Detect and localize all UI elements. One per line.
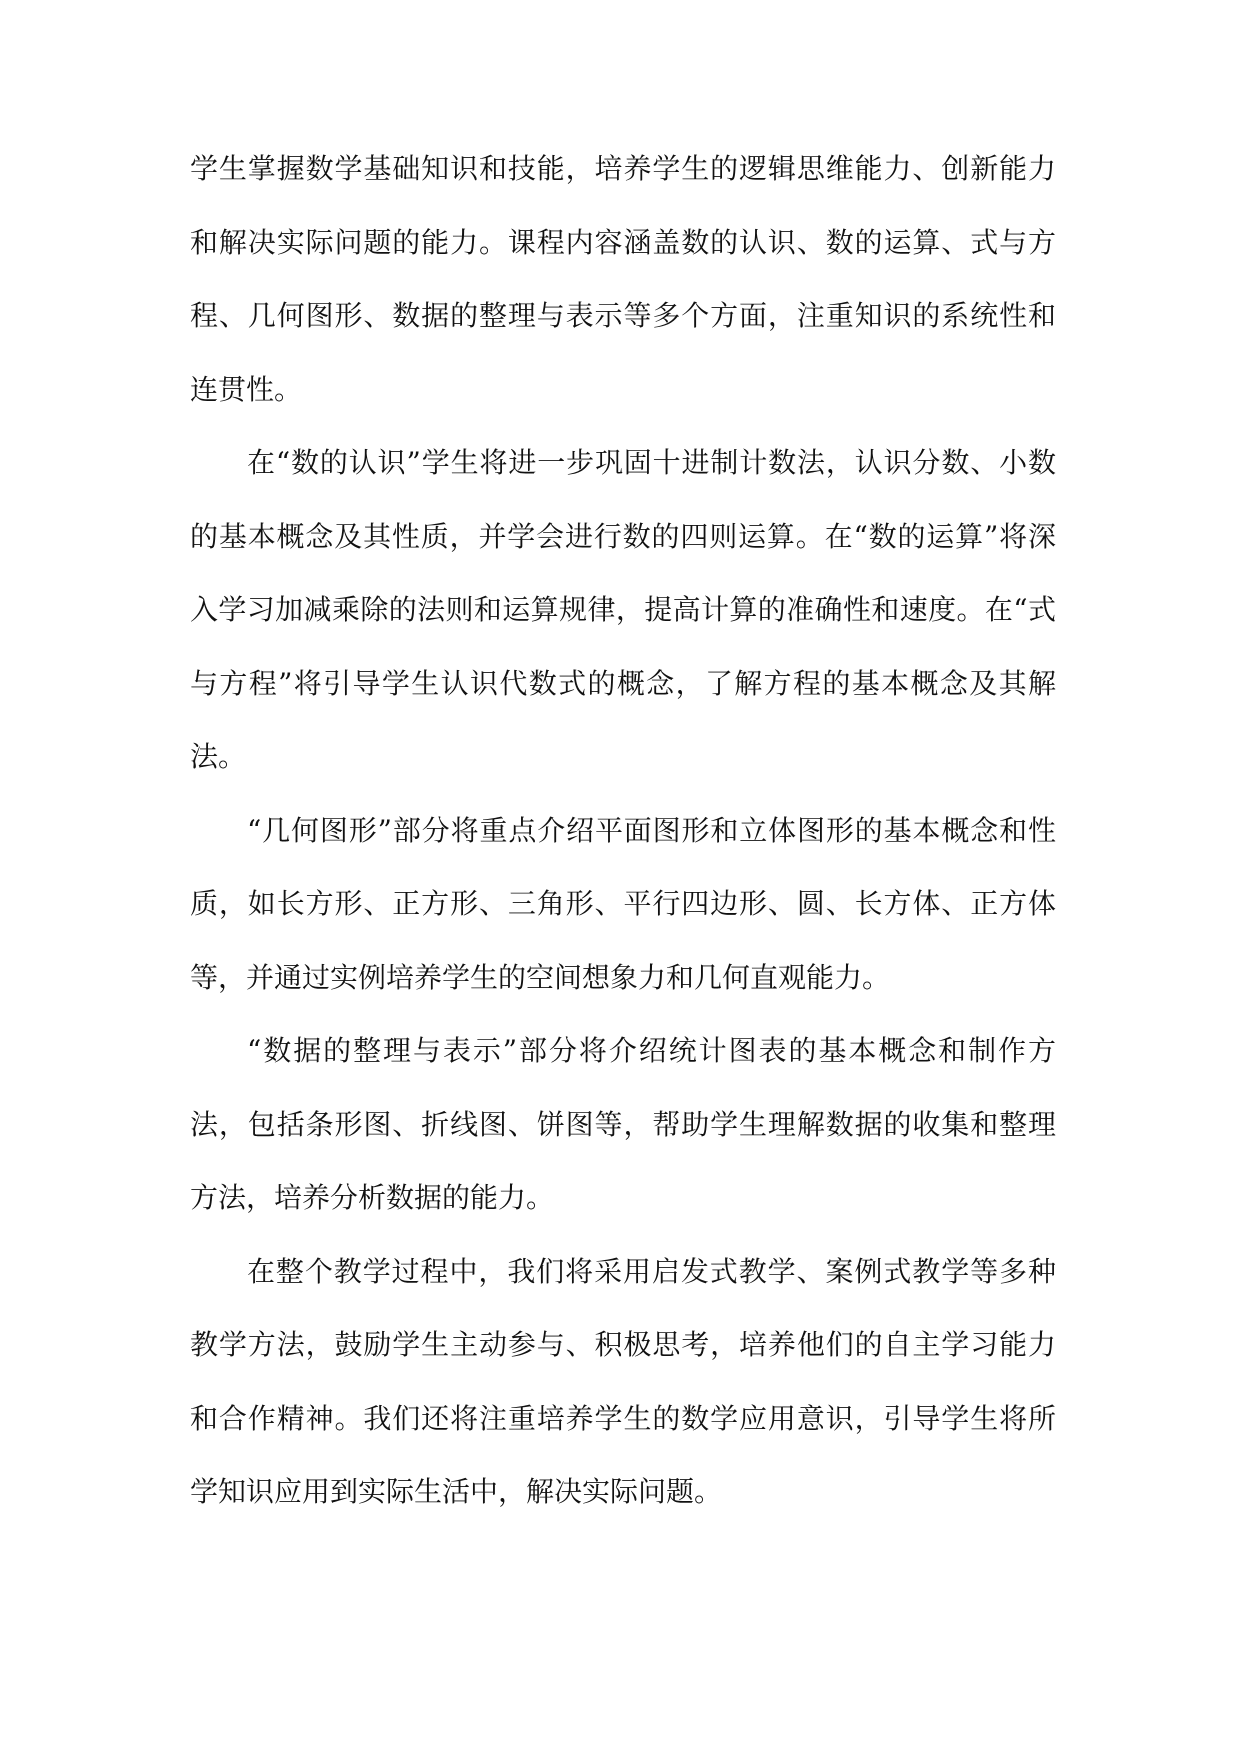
paragraph-1: 学生掌握数学基础知识和技能，培养学生的逻辑思维能力、创新能力和解决实际问题的能力。课程内容涵盖数的认识、数的运算、式与方程、几何图形、数据的整理与表示等多个方面，注重知识的系统性和连贯性。 — [190, 152, 1056, 406]
paragraph-2: 在“数的认识”学生将进一步巩固十进制计数法，认识分数、小数的基本概念及其性质，并学会进行数的四则运算。在“数的运算”将深入学习加减乘除的法则和运算规律，提高计算的准确性和速度。在“式与方程”将引导学生认识代数式的概念，了解方程的基本概念及其解法。 — [190, 446, 1056, 773]
paragraph-5: 在整个教学过程中，我们将采用启发式教学、案例式教学等多种教学方法，鼓励学生主动参与、积极思考，培养他们的自主学习能力和合作精神。我们还将注重培养学生的数学应用意识，引导学生将所学知识应用到实际生活中，解决实际问题。 — [190, 1254, 1056, 1508]
paragraph-4: “数据的整理与表示”部分将介绍统计图表的基本概念和制作方法，包括条形图、折线图、饼图等，帮助学生理解数据的收集和整理方法，培养分析数据的能力。 — [190, 1034, 1056, 1214]
document-body — [190, 132, 1056, 1529]
paragraph-3: “几何图形”部分将重点介绍平面图形和立体图形的基本概念和性质，如长方形、正方形、三角形、平行四边形、圆、长方体、正方体等，并通过实例培养学生的空间想象力和几何直观能力。 — [190, 813, 1056, 994]
